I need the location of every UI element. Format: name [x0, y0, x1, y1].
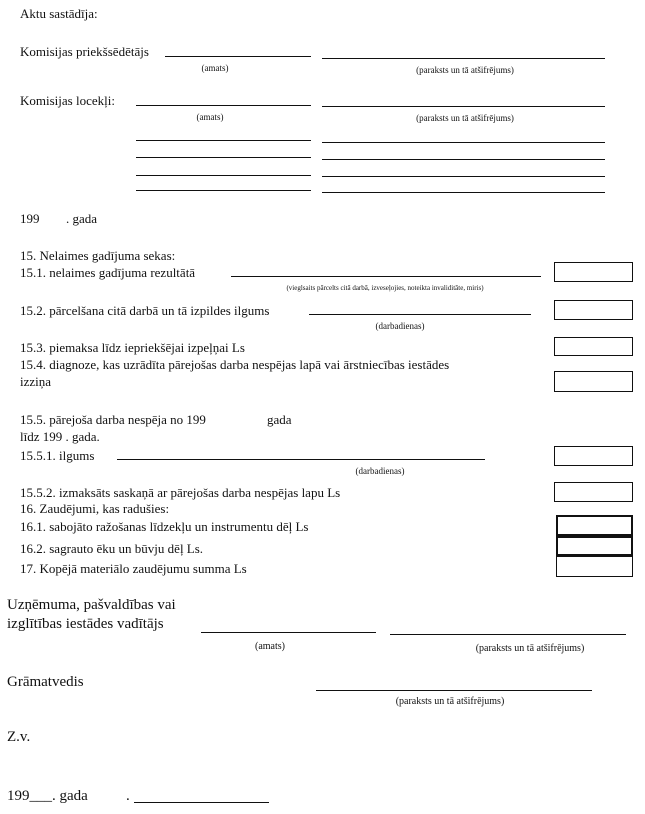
member-2-signature-line[interactable]	[322, 142, 605, 143]
head-signature-line[interactable]	[390, 634, 626, 635]
item-15-2-label: 15.2. pārcelšana citā darbā un tā izpildes ilgums	[20, 303, 270, 318]
item-15-1-label: 15.1. nelaimes gadījuma rezultātā	[20, 265, 196, 280]
item-16-1-label: 16.1. sabojāto ražošanas līdzekļu un instrumentu dēļ Ls	[20, 519, 309, 534]
member-4-position-line[interactable]	[136, 175, 311, 176]
item-15-5-1-label: 15.5.1. ilgums	[20, 448, 95, 463]
chairman-position-line[interactable]	[165, 56, 311, 57]
accountant-signature-line[interactable]	[316, 690, 592, 691]
member-2-position-line[interactable]	[136, 140, 311, 141]
member-3-signature-line[interactable]	[322, 159, 605, 160]
head-label-line2: izglītības iestādes vadītājs	[7, 616, 164, 632]
chairman-position-caption: (amats)	[201, 63, 229, 73]
date-1-gada: . gada	[66, 211, 98, 226]
item-15-5-1-caption: (darbadienas)	[355, 466, 405, 476]
item-15-4-box[interactable]	[554, 371, 633, 392]
item-15-2-caption: (darbadienas)	[375, 321, 425, 331]
item-15-3-label: 15.3. piemaksa līdz iepriekšējai izpeļņai Ls	[20, 340, 245, 355]
date-2-year: 199___. gada	[7, 788, 88, 804]
item-15-5-1-box[interactable]	[554, 446, 633, 466]
item-16-1-box[interactable]	[556, 515, 633, 536]
date-2-dot: .	[126, 788, 130, 804]
member-4-signature-line[interactable]	[322, 176, 605, 177]
chairman-label: Komisijas priekšsēdētājs	[20, 44, 149, 59]
member-1-signature-line[interactable]	[322, 106, 605, 107]
item-17-box[interactable]	[556, 556, 633, 577]
item-15-5-line2: līdz 199 . gada.	[20, 429, 100, 444]
item-15-2-box[interactable]	[554, 300, 633, 320]
chairman-signature-line[interactable]	[322, 58, 605, 59]
item-15-5-2-label: 15.5.2. izmaksāts saskaņā ar pārejošas darba nespējas lapu Ls	[20, 485, 341, 500]
member-1-position-line[interactable]	[136, 105, 311, 106]
item-15-5-2-box[interactable]	[554, 482, 633, 502]
accountant-signature-caption: (paraksts un tā atšifrējums)	[395, 696, 505, 707]
members-label: Komisijas locekļi:	[20, 93, 115, 108]
item-15-1-box[interactable]	[554, 262, 633, 282]
item-15-1-line[interactable]	[231, 276, 541, 277]
seal-label: Z.v.	[7, 729, 31, 745]
item-15-1-caption: (vieglsaits pārcelts citā darbā, izveseļojies, noteikta invaliditāte, miris)	[286, 284, 484, 292]
item-16-2-label: 16.2. sagrauto ēku un būvju dēļ Ls.	[20, 541, 204, 556]
member-3-position-line[interactable]	[136, 157, 311, 158]
accountant-label: Grāmatvedis	[7, 674, 84, 690]
members-position-caption: (amats)	[196, 112, 224, 122]
item-17-label: 17. Kopējā materiālo zaudējumu summa Ls	[20, 561, 247, 576]
head-label-line1: Uzņēmuma, pašvaldības vai	[7, 597, 176, 613]
head-position-caption: (amats)	[255, 641, 285, 652]
item-15-3-box[interactable]	[554, 337, 633, 356]
date-2-line[interactable]	[134, 802, 269, 803]
member-5-signature-line[interactable]	[322, 192, 605, 193]
item-15-5-1-line[interactable]	[117, 459, 485, 460]
item-15-4-line2: izziņa	[20, 374, 52, 389]
date-1-year: 199	[20, 211, 40, 226]
item-15-2-line[interactable]	[309, 314, 531, 315]
heading-15: 15. Nelaimes gadījuma sekas:	[20, 248, 176, 263]
compilers-label: Aktu sastādīja:	[20, 6, 98, 21]
item-16-label: 16. Zaudējumi, kas radušies:	[20, 501, 170, 516]
member-5-position-line[interactable]	[136, 190, 311, 191]
chairman-signature-caption: (paraksts un tā atšifrējums)	[416, 65, 514, 75]
item-15-5-line1-b: gada	[267, 412, 292, 427]
item-15-5-line1-a: 15.5. pārejoša darba nespēja no 199	[20, 412, 206, 427]
head-signature-caption: (paraksts un tā atšifrējums)	[475, 643, 585, 654]
members-signature-caption: (paraksts un tā atšifrējums)	[416, 113, 514, 123]
item-16-2-box[interactable]	[556, 536, 633, 556]
head-position-line[interactable]	[201, 632, 376, 633]
item-15-4-line1: 15.4. diagnoze, kas uzrādīta pārejošas darba nespējas lapā vai ārstniecības iestādes	[20, 357, 450, 372]
